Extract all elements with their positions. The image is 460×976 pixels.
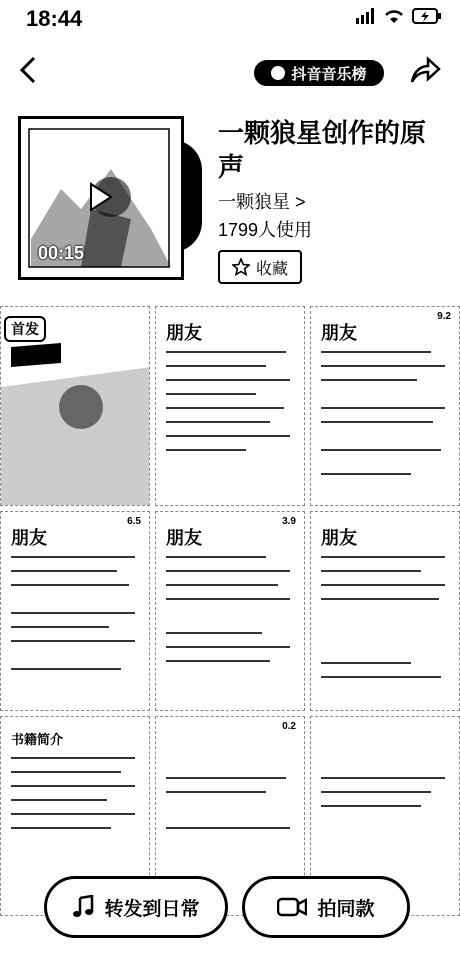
video-thumb-meta: 6.5 (127, 516, 141, 527)
usage-count: 1799人使用 (218, 220, 313, 240)
shoot-same-button[interactable] (242, 876, 410, 938)
video-thumb[interactable] (155, 306, 305, 506)
status-icons (356, 8, 442, 24)
shoot-label: 拍同款 (317, 898, 375, 920)
cover-duration: 00:15 (38, 243, 85, 263)
favorite-button[interactable] (218, 250, 302, 284)
forward-to-daily-button[interactable] (44, 876, 228, 938)
video-thumb[interactable] (155, 511, 305, 711)
music-title: 一颗狼星创作的原声 (218, 118, 427, 182)
status-time: 18:44 (26, 6, 83, 31)
video-thumb-meta: 0.2 (282, 721, 296, 732)
video-thumb[interactable] (310, 511, 460, 711)
video-thumb-title: 朋友 (166, 323, 202, 343)
video-thumb-title: 朋友 (11, 528, 47, 548)
artist-link[interactable] (218, 188, 306, 214)
video-thumb[interactable] (310, 306, 460, 506)
share-icon[interactable] (408, 56, 442, 86)
rank-badge[interactable] (254, 60, 384, 86)
video-thumb-meta: 3.9 (282, 516, 296, 527)
first-release-badge: 首发 (4, 316, 46, 342)
video-thumb-title: 朋友 (321, 528, 357, 548)
music-note-icon (72, 895, 94, 919)
chevron-right-icon: > (295, 192, 306, 212)
video-camera-icon (277, 896, 307, 918)
star-icon (232, 258, 250, 276)
video-thumb-title: 朋友 (166, 528, 202, 548)
back-icon[interactable] (14, 54, 42, 86)
video-thumb-meta: 9.2 (437, 311, 451, 322)
video-thumb-title: 书籍简介 (11, 732, 64, 747)
video-thumb-title: 朋友 (321, 323, 357, 343)
signal-icon (356, 8, 376, 24)
music-note-icon (271, 66, 285, 80)
wifi-icon (384, 8, 404, 24)
rank-badge-label: 抖音音乐榜 (291, 65, 367, 83)
artist-name: 一颗狼星 (218, 192, 290, 212)
battery-icon (412, 8, 442, 24)
forward-label: 转发到日常 (104, 898, 200, 920)
video-thumb[interactable] (0, 511, 150, 711)
favorite-label: 收藏 (255, 260, 288, 278)
